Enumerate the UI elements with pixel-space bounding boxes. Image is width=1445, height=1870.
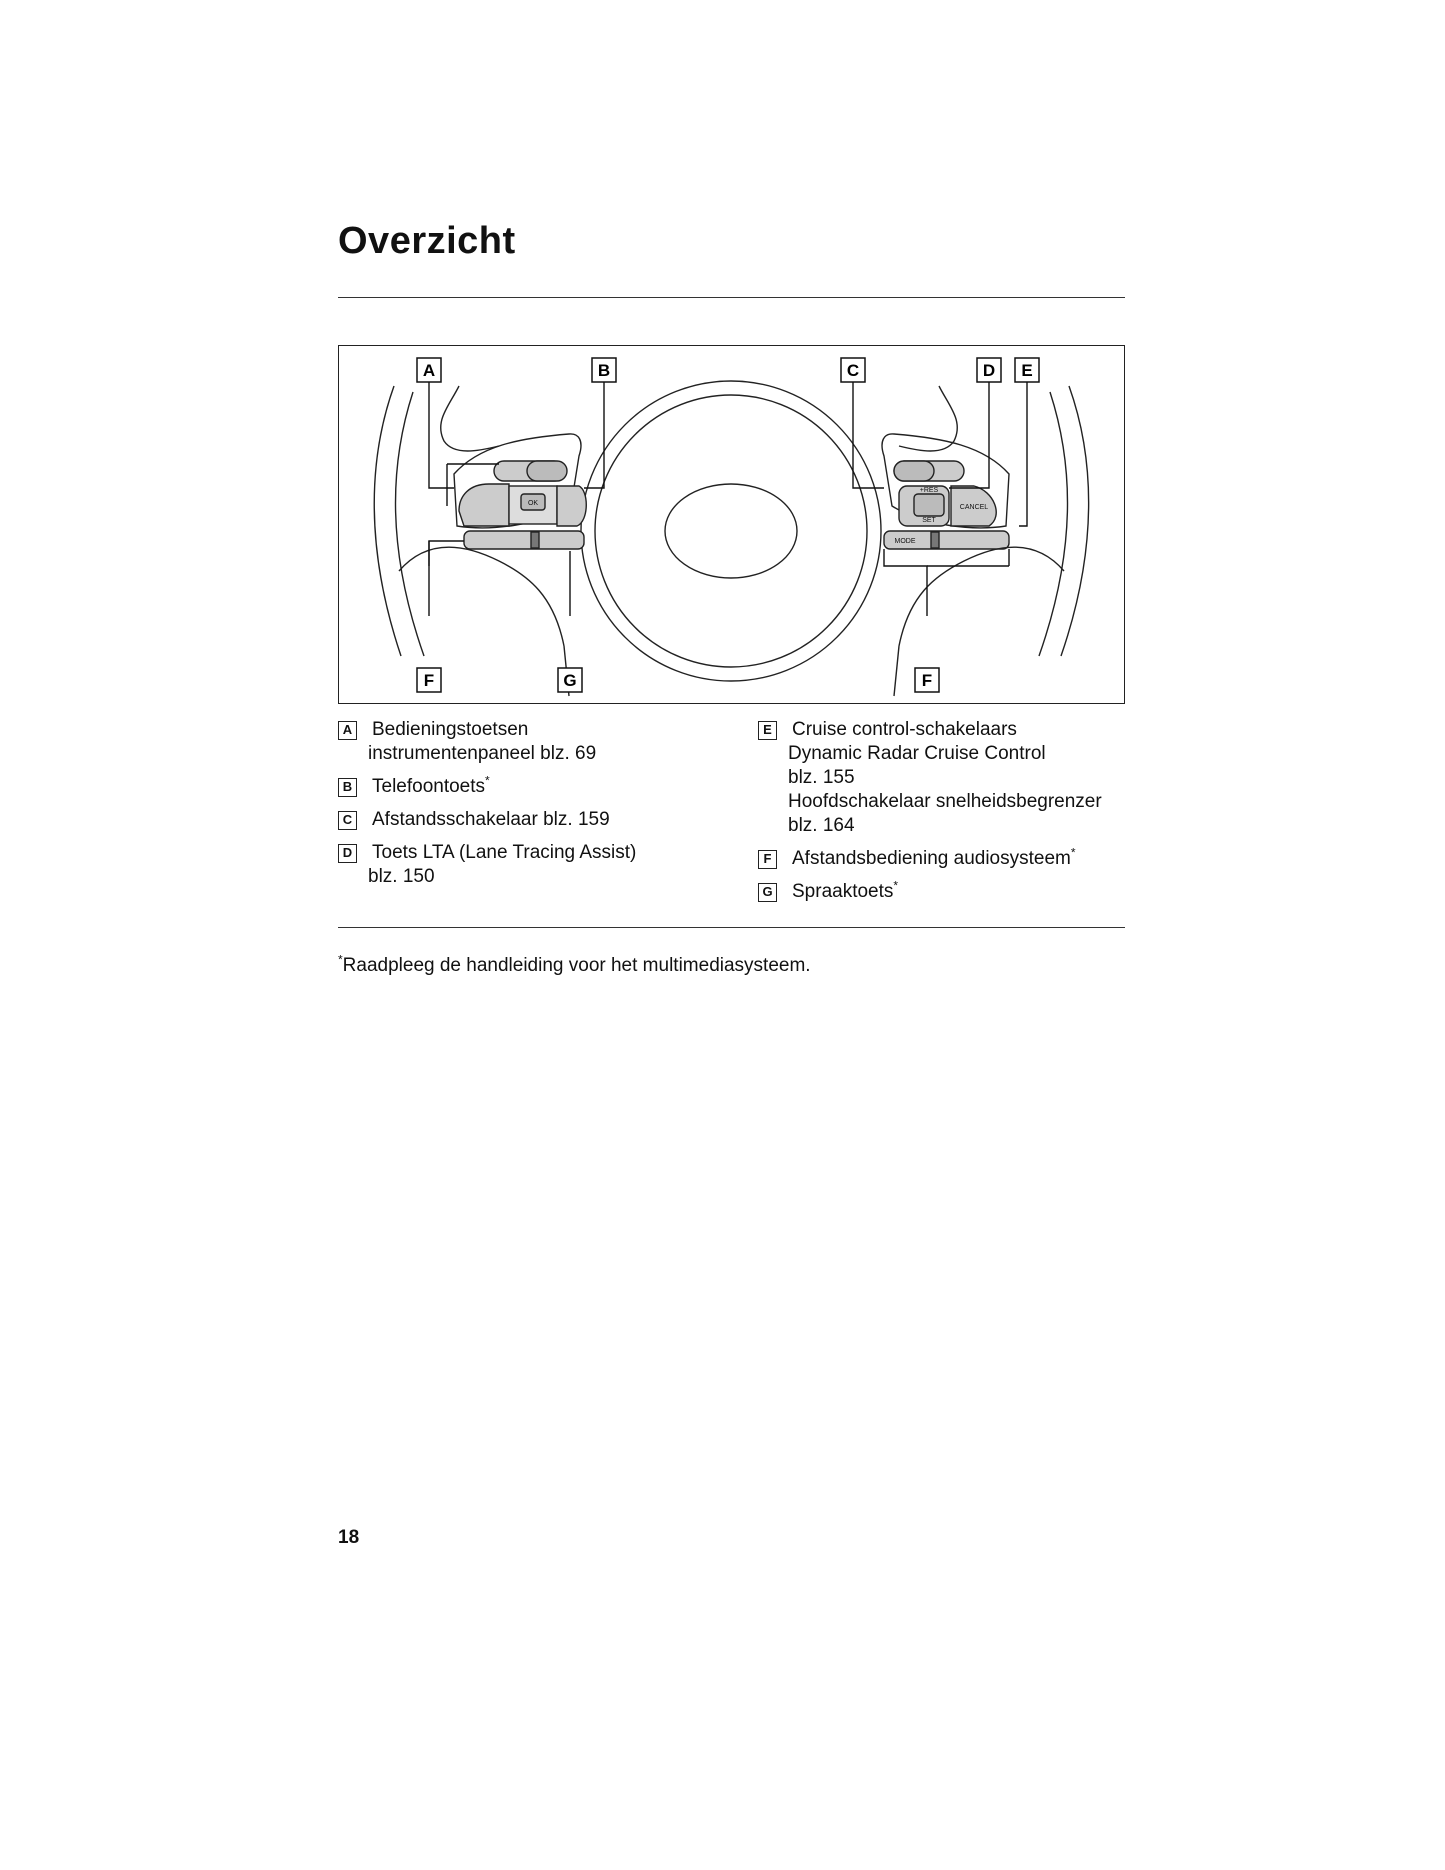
callout-g: G: [563, 671, 577, 690]
legend-right-column: [758, 718, 1158, 913]
footnote-text: Raadpleeg de handleiding voor het multimediasysteem.: [342, 955, 811, 976]
legend-key-f: F: [758, 850, 777, 869]
legend-item-d: [338, 841, 738, 889]
legend-item-a: [338, 718, 738, 766]
legend-key-g: G: [758, 883, 777, 902]
legend-key-b: B: [338, 778, 357, 797]
callout-f-right: F: [921, 671, 933, 690]
set-button-label: SET: [922, 517, 936, 524]
cancel-button-label: CANCEL: [959, 504, 989, 511]
legend-text-d-2: blz. 150: [368, 866, 435, 887]
legend-text-f: Afstandsbediening audiosysteem: [792, 848, 1071, 869]
page-title: Overzicht: [338, 220, 516, 262]
title-divider: [338, 297, 1125, 298]
footnote-marker: *: [1070, 845, 1076, 860]
callout-b: B: [597, 361, 611, 380]
callout-f-left: F: [423, 671, 435, 690]
legend-key-d: D: [338, 844, 357, 863]
legend-text-a: Bedieningstoetsen: [372, 719, 529, 740]
page-number: 18: [338, 1527, 360, 1548]
legend-text-g: Spraaktoets: [792, 881, 894, 902]
legend-text-c: Afstandsschakelaar blz. 159: [372, 809, 610, 830]
callout-d: D: [982, 361, 996, 380]
res-button-label: +RES: [919, 487, 939, 494]
legend-key-c: C: [338, 811, 357, 830]
legend-left-column: [338, 718, 738, 898]
footnote: [338, 952, 811, 977]
callout-c: C: [846, 361, 860, 380]
callout-a: A: [422, 361, 436, 380]
footnote-marker: *: [893, 878, 899, 893]
legend-text-e-5: blz. 164: [788, 815, 855, 836]
legend-item-e: [758, 718, 1158, 838]
legend-text-e-3: blz. 155: [788, 767, 855, 788]
mode-button-label: MODE: [894, 538, 916, 545]
footnote-marker: *: [485, 773, 490, 788]
legend-key-e: E: [758, 721, 777, 740]
steering-wheel-figure: [338, 345, 1125, 704]
ok-button-label: OK: [527, 500, 539, 507]
footnote-star: *: [338, 952, 343, 967]
legend-item-g: [758, 880, 1158, 904]
legend-text-e-4: Hoofdschakelaar snelheidsbegrenzer: [788, 791, 1102, 812]
legend-text-d: Toets LTA (Lane Tracing Assist): [372, 842, 637, 863]
legend-item-f: [758, 847, 1158, 871]
legend-text-e-2: Dynamic Radar Cruise Control: [788, 743, 1046, 764]
steering-wheel-illustration: [339, 346, 1124, 703]
legend-key-a: A: [338, 721, 357, 740]
legend-text-b: Telefoontoets: [372, 776, 486, 797]
footnote-divider: [338, 927, 1125, 928]
legend-text-a-2: instrumentenpaneel blz. 69: [368, 743, 597, 764]
callout-e: E: [1021, 361, 1033, 380]
legend-item-c: [338, 808, 738, 832]
legend-item-b: [338, 775, 738, 799]
legend-text-e: Cruise control-schakelaars: [792, 719, 1017, 740]
